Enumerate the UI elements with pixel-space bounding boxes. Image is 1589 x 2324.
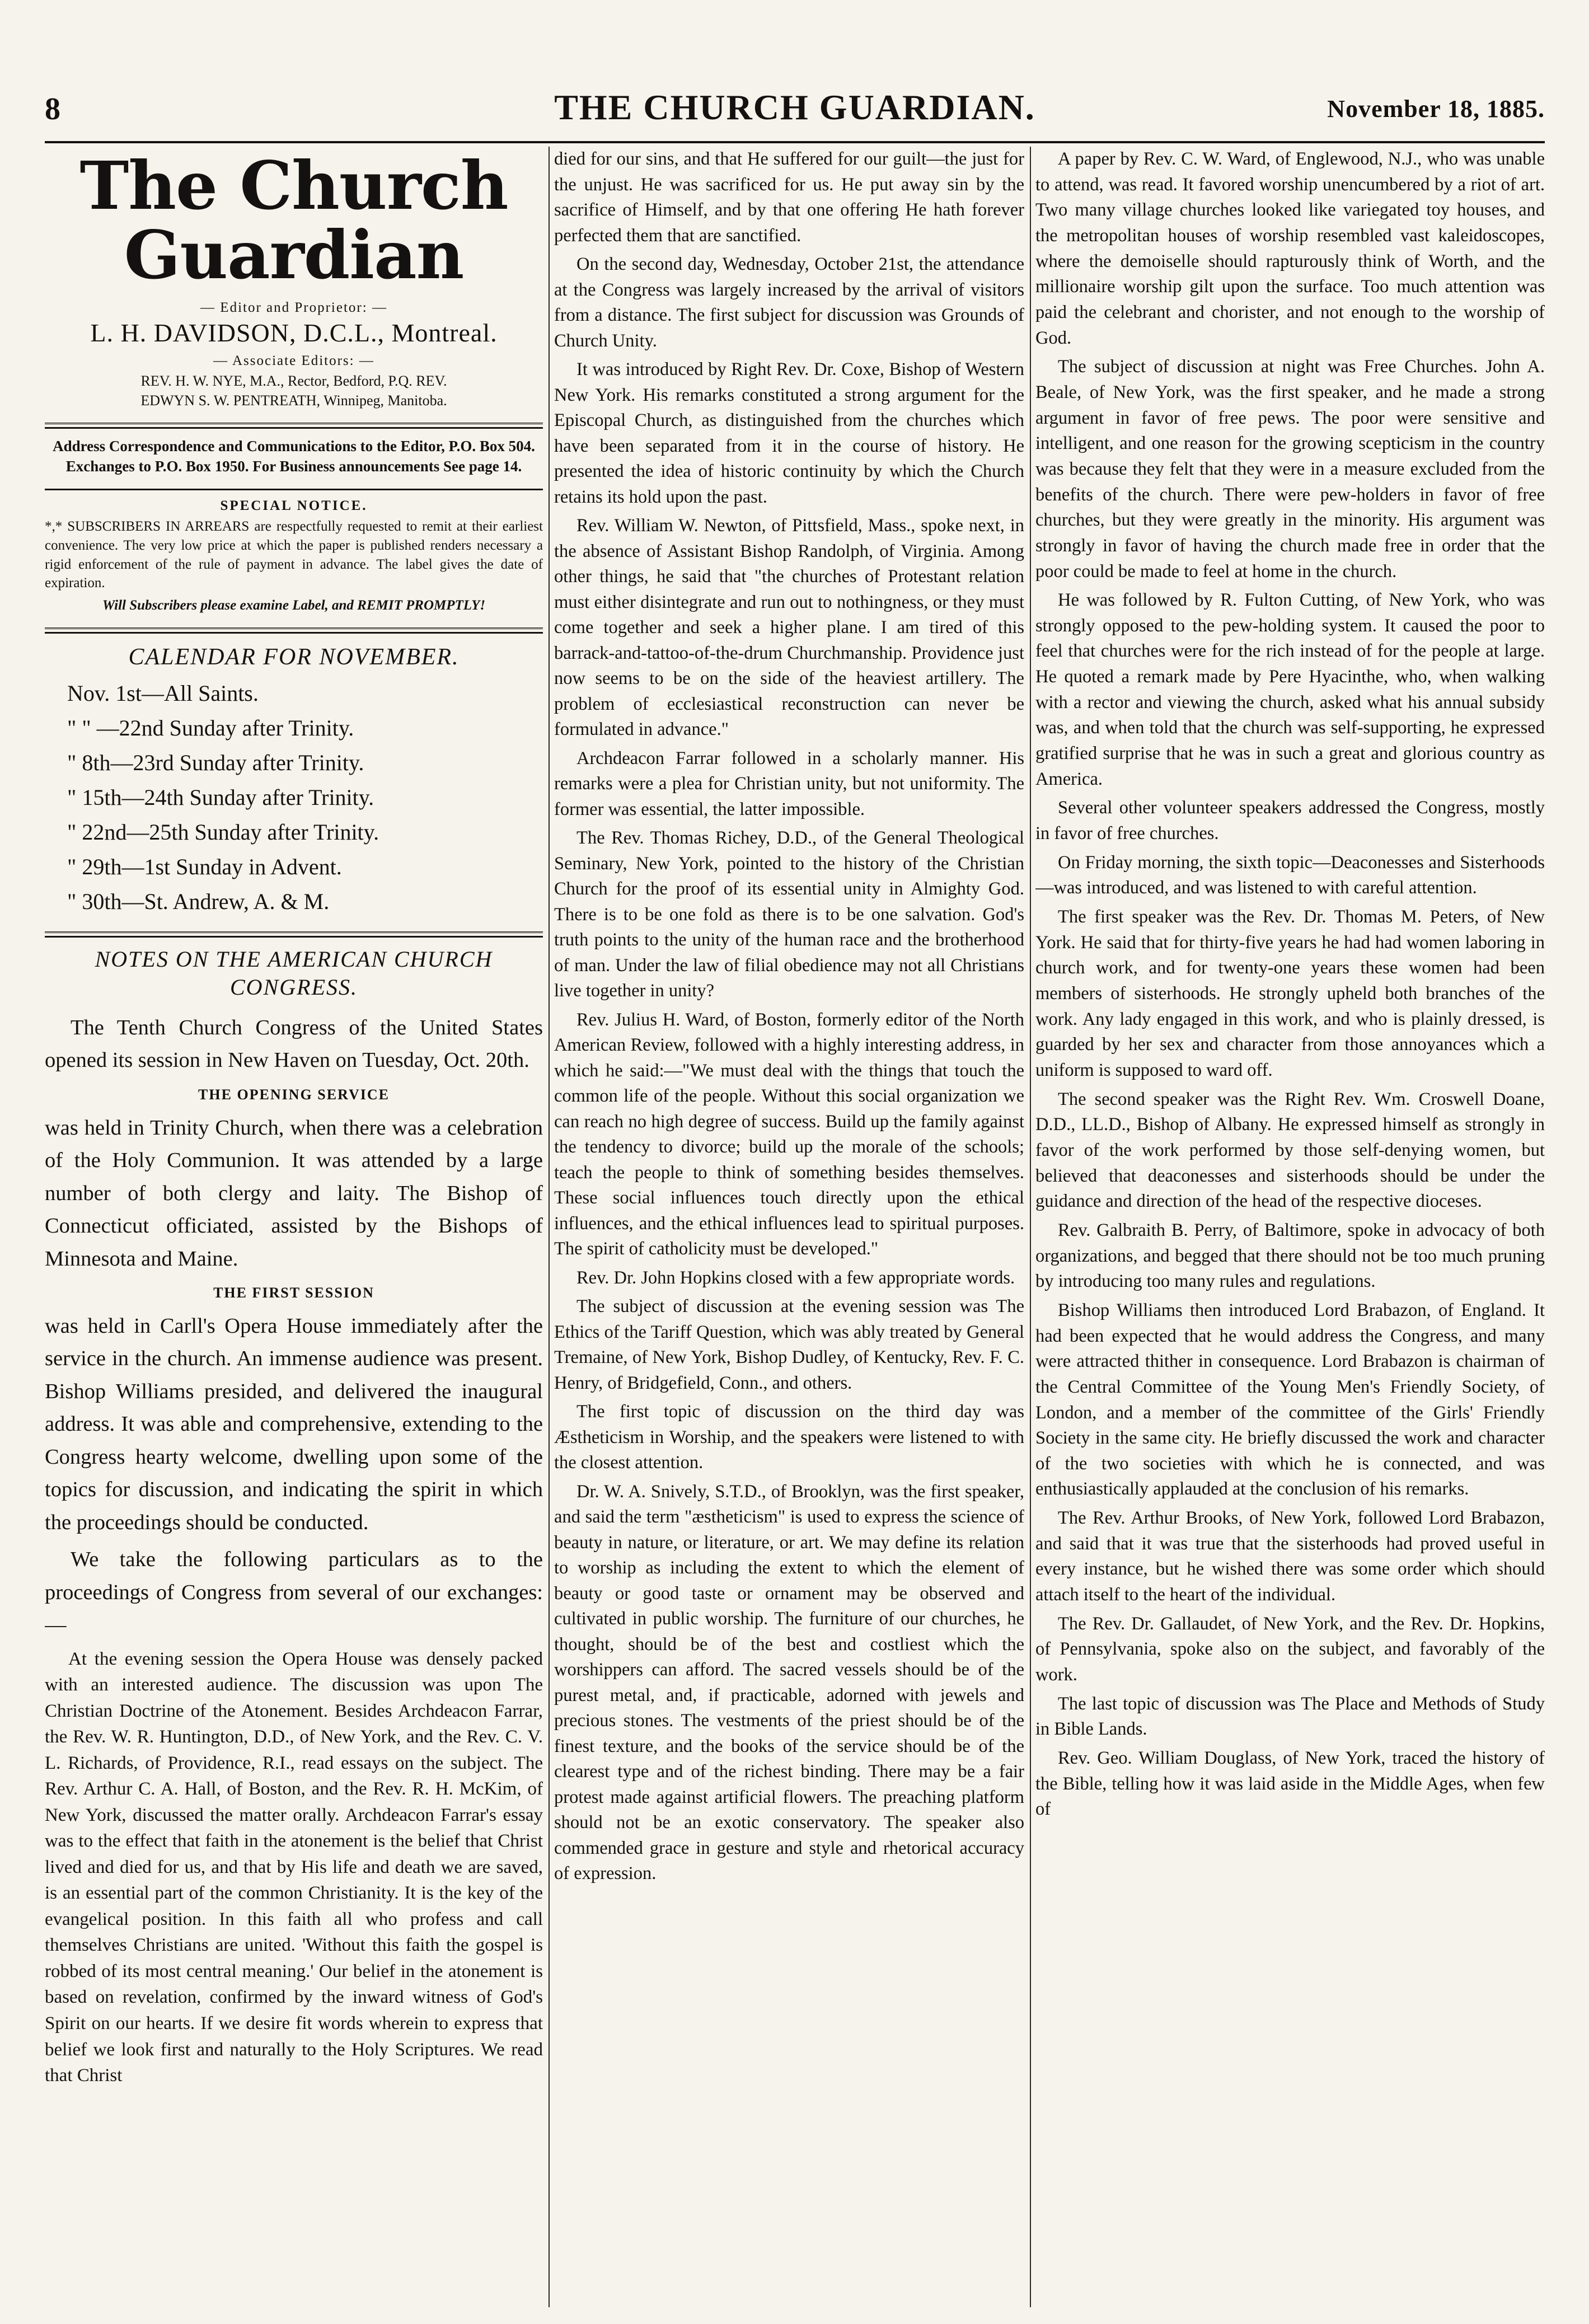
paragraph: Rev. Geo. William Douglass, of New York, traced the history of the Bible, telling how it was laid aside in the Middle Ages, when few of	[1035, 1748, 1545, 1820]
paragraph: Archdeacon Farrar followed in a scholarly manner. His remarks were a plea for Christian unity, but not uniformity. The former was essential, the latter impossible.	[554, 748, 1024, 819]
column-3	[1035, 147, 1545, 2307]
paragraph: The Rev. Thomas Richey, D.D., of the General Theological Seminary, New York, pointed to the history of the Christian Church for the proof of its essential unity in Almighty God. There is to be one fold as there is to be one salvation. God's truth points to the unity of the human race and the brotherhood of man. Under the law of filial obedience may not all Christians live together in unity?	[554, 828, 1024, 1001]
associate-editors	[45, 371, 543, 410]
calendar-entry: " 22nd—25th Sunday after Trinity.	[67, 819, 379, 845]
paragraph: We take the following particulars as to the proceedings of Congress from several of our exchanges:—	[45, 1548, 543, 1637]
paragraph: A paper by Rev. C. W. Ward, of Englewood, N.J., who was unable to attend, was read. It favored worship unencumbered by a riot of art. Two many village churches looked like variegated toy houses, and the metropolitan houses of worship resembled vast kaleidoscopes, where the demoiselle should rapturously think of Worth, and the millionaire worship gilt upon the surface. Too much attention was paid the celebrant and chorister, and not enough to the worship of God.	[1035, 149, 1545, 348]
article-body-column-1-tail	[45, 1646, 543, 2089]
paragraph: On the second day, Wednesday, October 21st, the attendance at the Congress was largely increased by the arrival of visitors from a distance. The first subject for discussion was Grounds of Church Unity.	[554, 254, 1024, 351]
calendar-entry: " 15th—24th Sunday after Trinity.	[67, 784, 374, 810]
page-number: 8	[45, 92, 60, 126]
divider	[45, 423, 543, 429]
paragraph: The subject of discussion at the evening session was The Ethics of the Tariff Question, which was ably treated by General Tremaine, of New York, Bishop Dudley, of Kentucky, Rev. F. C. Henry, of Bridgefield, Conn., and others.	[554, 1296, 1024, 1393]
paragraph: The Rev. Dr. Gallaudet, of New York, and the Rev. Dr. Hopkins, of Pennsylvania, spoke also on the subject, and favorably of the work.	[1035, 1613, 1545, 1685]
paragraph: was held in Trinity Church, when there was a celebration of the Holy Communion. It was attended by a large number of both clergy and laity. The Bishop of Connecticut officiated, assisted by the Bishops of Minnesota and Maine.	[45, 1116, 543, 1271]
paragraph: Rev. Dr. John Hopkins closed with a few appropriate words.	[576, 1267, 1015, 1288]
column-1	[45, 147, 543, 2307]
paragraph: The first topic of discussion on the third day was Æstheticism in Worship, and the speakers were listened to with the closest attention.	[554, 1402, 1024, 1473]
running-head	[45, 87, 1545, 137]
article-body-column-2	[554, 147, 1024, 1887]
paragraph: It was introduced by Right Rev. Dr. Coxe, Bishop of Western New York. His remarks constituted a strong argument for the Episcopal Church, as distinguished from the churches which have been separated from it in the course of history. He presented the idea of historic continuity by which the Church retains its hold upon the past.	[554, 359, 1024, 507]
paragraph: Bishop Williams then introduced Lord Brabazon, of England. It had been expected that he would address the Congress, and many were attracted thither in consequence. Lord Brabazon is chairman of the Central Committee of the Young Men's Friendly Society, of London, and a member of the committee of the Girls' Friendly Society in the same city. He briefly discussed the work and character of the two societies with which he is connected, and was enthusiastically applauded at the conclusion of his remarks.	[1035, 1300, 1545, 1500]
paragraph: The Rev. Arthur Brooks, of New York, followed Lord Brabazon, and said that it was true that the sisterhoods had proved useful in every instance, but he wished there was some order which should attach itself to the heart of the individual.	[1035, 1508, 1545, 1605]
divider	[45, 489, 543, 490]
subheading: THE FIRST SESSION	[213, 1285, 374, 1301]
column-rule	[1030, 147, 1031, 2307]
paragraph: died for our sins, and that He suffered for our guilt—the just for the unjust. He was sacrificed for us. He put away sin by the sacrifice of Himself, and by that one offering He hath forever perfected them that are sanctified.	[554, 149, 1024, 246]
calendar-entry: " 30th—St. Andrew, A. & M.	[67, 888, 330, 914]
head-rule	[45, 141, 1545, 143]
paragraph: Rev. Galbraith B. Perry, of Baltimore, spoke in advocacy of both organizations, and begged that there should not be too much pruning by introducing too many rules and regulations.	[1035, 1220, 1545, 1292]
divider	[45, 931, 543, 938]
paragraph: The Tenth Church Congress of the United States opened its session in New Haven on Tuesday, Oct. 20th.	[45, 1015, 543, 1072]
special-notice-body: *,* SUBSCRIBERS IN ARREARS are respectfully requested to remit at their earliest convenience. The very low price at which the paper is published renders necessary a rigid enforcement of the rule of payment in advance. The label gives the date of expiration.	[45, 519, 543, 591]
subheading: THE OPENING SERVICE	[198, 1086, 390, 1103]
page-date: November 18, 1885.	[1327, 95, 1545, 123]
paragraph: Dr. W. A. Snively, S.T.D., of Brooklyn, was the first speaker, and said the term "æstheticism" is used to express the science of beauty in nature, or literature, or art. We may define its relation to worship as including the extent to which the element of beauty or good taste or ornament may be observed and cultivated in public worship. The furniture of our churches, he thought, should be of the best and costliest which the worshippers can afford. The sacred vessels should be of the purest metal, and, if practicable, adorned with jewels and precious stones. The vestments of the priest should be of the finest texture, and the books of the service should be of the clearest type and of the richest binding. There may be a fair protest made against artificial flowers. The preaching platform should not be an exotic conservatory. The speaker also commended grace in gesture and style and rhetorical accuracy of expression.	[554, 1481, 1024, 1883]
editor-label: — Editor and Proprietor: —	[200, 299, 387, 315]
calendar-list	[45, 676, 543, 919]
masthead-title: The Church Guardian	[79, 147, 508, 294]
calendar-entry: " " —22nd Sunday after Trinity.	[67, 715, 354, 741]
paragraph: The subject of discussion at night was Free Churches. John A. Beale, of New York, was the first speaker, and he made a strong argument in favor of free pews. The poor were sensitive and intelligent, and one reason for the growing scepticism in the country was because they felt that they were in a measure excluded from the benefits of the church. There were pew-holders in favor of free churches, but they were greatly in the minority. His argument was strongly in favor of having the church made free in order that the poor could be made to feel at home in the church.	[1035, 357, 1545, 582]
divider	[45, 627, 543, 634]
paragraph: Rev. Julius H. Ward, of Boston, formerly editor of the North American Review, followed with a highly interesting address, in which he said:—"We must deal with the things that touch the common life of the people. Without this social organization we can reach no high degree of success. Build up the family against the tendency to divorce; build up the morale of the schools; teach the people to think of something besides themselves. These social influences touch directly upon the ethical influences, and the ethical influences lead to spiritual purposes. The spirit of catholicity must be developed."	[554, 1009, 1024, 1259]
address-notice: Address Correspondence and Communications to the Editor, P.O. Box 504. Exchanges to P.O. Box 1950. For Business announcements See page 14.	[53, 437, 535, 475]
associate-editors-line: EDWYN S. W. PENTREATH, Winnipeg, Manitoba.	[140, 392, 447, 409]
paragraph: The first speaker was the Rev. Dr. Thomas M. Peters, of New York. He said that for thirty-five years he had had women laboring in church work, and for twenty-one years these women had been members of sisterhoods. He strongly upheld both branches of the work. Any lady engaged in this work, and who is plainly dressed, is guarded by her sex and character from those annoyances which a uniform is supposed to ward off.	[1035, 907, 1545, 1080]
article-body-column-3	[1035, 147, 1545, 1822]
paragraph: At the evening session the Opera House was densely packed with an interested audience. The discussion was upon The Christian Doctrine of the Atonement. Besides Archdeacon Farrar, the Rev. W. R. Huntington, D.D., of New York, and the Rev. C. V. L. Richards, of Providence, R.I., read essays on the subject. The Rev. Arthur C. A. Hall, of Boston, and the Rev. R. H. McKim, of New York, discussed the matter orally. Archdeacon Farrar's essay was to the effect that faith in the atonement is the belief that Christ lived and died for us, and that by His life and death we are saved, is an essential part of the common Christianity. It is the key of the evangelical position. In this faith all who profess and call themselves Christians are united. 'Without this faith the gospel is robbed of its most central meaning.' Our belief in the atonement is based on revelation, confirmed by the inward witness of God's Spirit on our hearts. If we desire fit words wherein to express that belief we look first and naturally to the Holy Scriptures. We read that Christ	[45, 1648, 543, 2086]
paragraph: The last topic of discussion was The Place and Methods of Study in Bible Lands.	[1035, 1693, 1545, 1740]
editor-name: L. H. DAVIDSON, D.C.L., Montreal.	[90, 318, 498, 347]
special-notice-heading: SPECIAL NOTICE.	[220, 498, 368, 514]
calendar-title: CALENDAR FOR NOVEMBER.	[128, 644, 460, 670]
column-rule	[549, 147, 550, 2307]
calendar-entry: " 29th—1st Sunday in Advent.	[67, 854, 342, 879]
article-body-column-1	[45, 1011, 543, 1642]
paragraph: He was followed by R. Fulton Cutting, of New York, who was strongly opposed to the pew-holding system. It caused the poor to feel that churches were for the rich instead of for the people at large. He quoted a remark made by Pere Hyacinthe, who, when walking with a rector and viewing the church, asked what his annual subsidy was, and when told that the church was self-supporting, he expressed gratified surprise that he was in such a great and glorious country as America.	[1035, 590, 1545, 789]
paragraph: On Friday morning, the sixth topic—Deaconesses and Sisterhoods—was introduced, and was listened to with careful attention.	[1035, 852, 1545, 898]
special-notice-remit: Will Subscribers please examine Label, and REMIT PROMPTLY!	[102, 598, 486, 613]
calendar-entry: Nov. 1st—All Saints.	[67, 680, 259, 706]
column-2	[554, 147, 1024, 2307]
paragraph: was held in Carll's Opera House immediately after the service in the church. An immense audience was present. Bishop Williams presided, and delivered the inaugural address. It was able and comprehensive, extending to the Congress hearty welcome, dwelling upon some of the topics for discussion, and indicating the spirit in which the proceedings should be conducted.	[45, 1314, 543, 1534]
associate-editors-line: REV. H. W. NYE, M.A., Rector, Bedford, P.Q. REV.	[140, 372, 447, 389]
page-title: THE CHURCH GUARDIAN.	[554, 87, 1035, 127]
article-title: NOTES ON THE AMERICAN CHURCH CONGRESS.	[95, 946, 493, 1000]
paragraph: The second speaker was the Right Rev. Wm. Croswell Doane, D.D., LL.D., Bishop of Albany. He expressed himself as strongly in favor of the work performed by those self-denying women, but believed that deaconesses and sisterhoods should be under the guidance and direction of the head of the respective dioceses.	[1035, 1089, 1545, 1212]
calendar-entry: " 8th—23rd Sunday after Trinity.	[67, 749, 364, 775]
paragraph: Rev. William W. Newton, of Pittsfield, Mass., spoke next, in the absence of Assistant Bishop Randolph, of Virginia. Among other things, he said that "the churches of Protestant relation must either disintegrate and run out to nothingness, or they must come together and seek a higher plane. I am tired of this barrack-and-tattoo-of-the-drum Churchmanship. Providence just now seems to be on the side of the heaviest artillery. The problem of ecclesiastical reconstruction can never be formulated in advance."	[554, 516, 1024, 739]
associate-editors-label: — Associate Editors: —	[213, 353, 374, 368]
paragraph: Several other volunteer speakers addressed the Congress, mostly in favor of free churches.	[1035, 798, 1545, 844]
